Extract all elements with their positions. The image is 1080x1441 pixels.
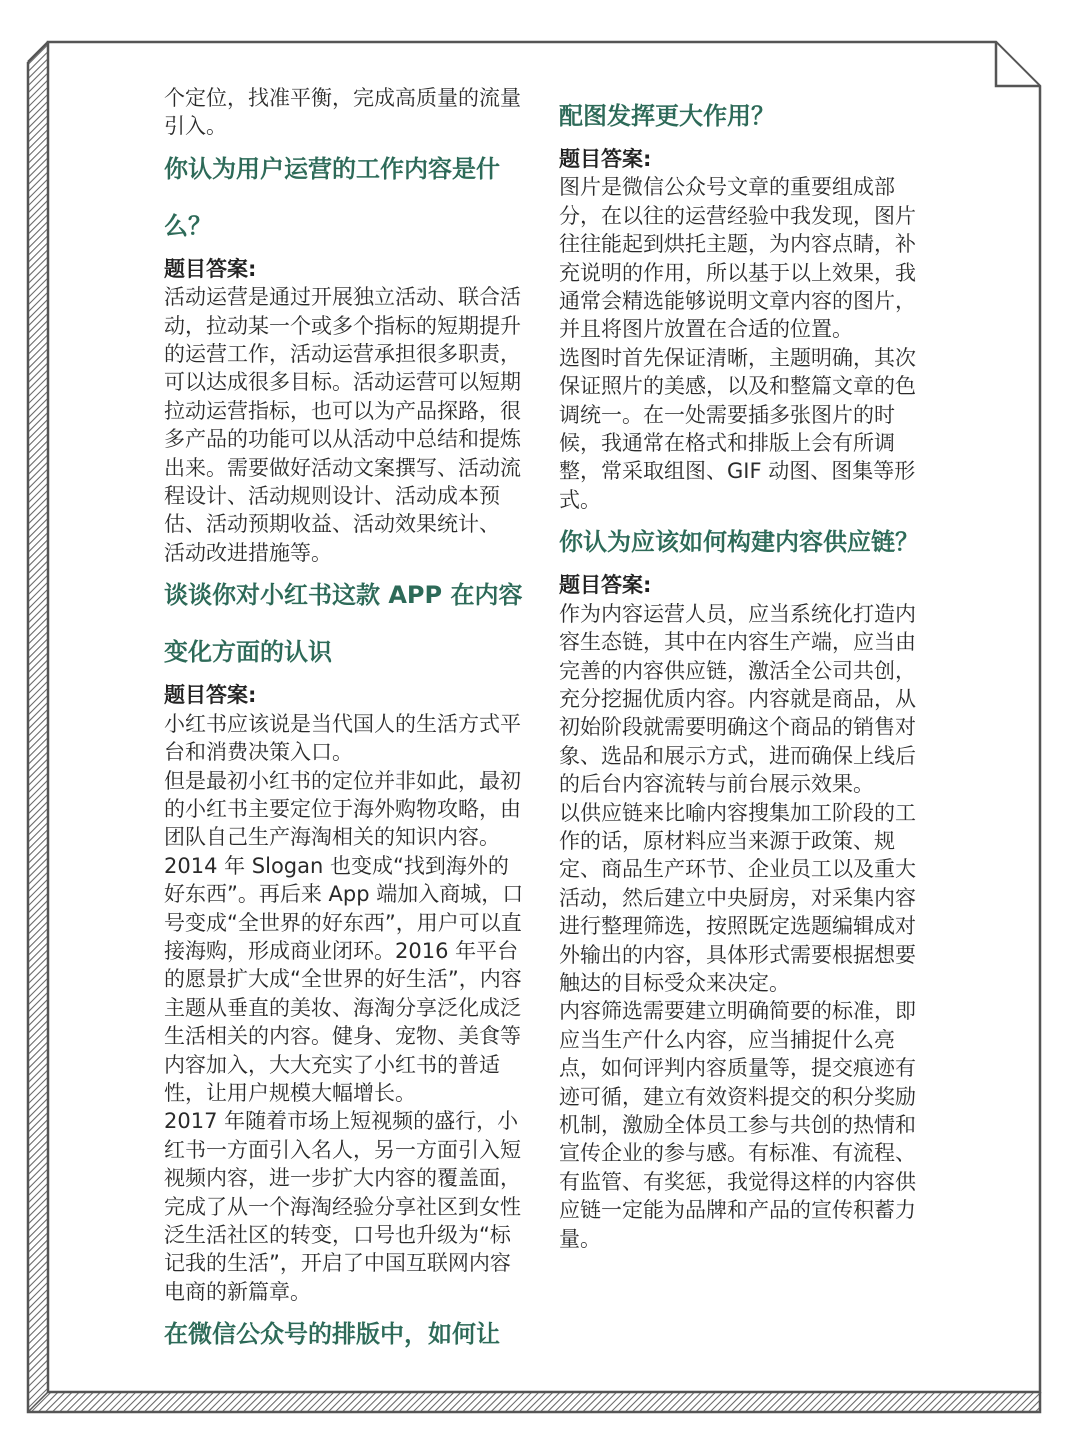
answer-label: 题目答案: (164, 256, 257, 281)
left-column (164, 84, 526, 1363)
paragraph: 但是最初小红书的定位并非如此，最初的小红书主要定位于海外购物攻略，由团队自己生产海淘相关的知识内容。2014 年 Slogan 也变成“找到海外的好东西”。再后来 App 端加入商城，口号变成“全世界的好东西”，用户可以直接海购，形成商业闭环。2016 年平台的愿景扩大成“全世界的好生活”，内容主题从垂直的美妆、海淘分享泛化成泛生活相关的内容。健身、宠物、美食等内容加入，大大充实了小红书的普适性，让用户规模大幅增长。 (164, 768, 524, 1105)
paragraph: 小红书应该说是当代国人的生活方式平台和消费决策入口。 (164, 711, 521, 765)
question-heading: 你认为应该如何构建内容供应链？ (559, 528, 919, 557)
question-heading: 配图发挥更大作用？ (559, 102, 775, 130)
right-column (559, 86, 924, 1253)
paragraph: 作为内容运营人员，应当系统化打造内容生态链，其中在内容生产端，应当由完善的内容供应链，激活全公司共创，充分挖掘优质内容。内容就是商品，从初始阶段就需要明确这个商品的销售对象、选品和展示方式，进而确保上线后的后台内容流转与前台展示效果。 (559, 601, 916, 797)
answer-label: 题目答案: (559, 147, 652, 171)
paragraph: 以供应链来比喻内容搜集加工阶段的工作的话，原材料应当来源于政策、规定、商品生产环节、企业员工以及重大活动，然后建立中央厨房，对采集内容进行整理筛选，按照既定选题编辑成对外输出的内容，具体形式需要根据想要触达的目标受众来决定。 (559, 800, 916, 995)
paragraph: 内容筛选需要建立明确简要的标准，即应当生产什么内容，应当捕捉什么亮点，如何评判内容质量等，提交痕迹有迹可循，建立有效资料提交的积分奖励机制，激励全体员工参与共创的热情和宣传企业的参与感。有标准、有流程、有监管、有奖惩，我觉得这样的内容供应链一定能为品牌和产品的宣传积蓄力量。 (559, 999, 916, 1251)
answer-label: 题目答案: (164, 683, 257, 708)
question-heading: 你认为用户运营的工作内容是什么？ (164, 154, 500, 240)
paragraph: 选图时首先保证清晰，主题明确，其次保证照片的美感，以及和整篇文章的色调统一。在一处需要插多张图片的时候，我通常在格式和排版上会有所调整，常采取组图、GIF 动图、图集等形式。 (559, 345, 916, 512)
question-heading: 在微信公众号的排版中，如何让 (164, 1320, 500, 1349)
paragraph: 2017 年随着市场上短视频的盛行，小红书一方面引入名人，另一方面引入短视频内容，进一步扩大内容的覆盖面，完成了从一个海淘经验分享社区到女性泛生活社区的转变，口号也升级为“标记我的生活”，开启了中国互联网内容电商的新篇章。 (164, 1109, 521, 1304)
paragraph: 图片是微信公众号文章的重要组成部分，在以往的运营经验中我发现，图片往往能起到烘托主题，为内容点睛，补充说明的作用，所以基于以上效果，我通常会精选能够说明文章内容的图片，并且将图片放置在合适的位置。 (559, 175, 916, 342)
question-heading: 谈谈你对小红书这款 APP 在内容变化方面的认识 (164, 581, 523, 667)
paragraph: 个定位，找准平衡，完成高质量的流量引入。 (164, 86, 521, 139)
paragraph: 活动运营是通过开展独立活动、联合活动，拉动某一个或多个指标的短期提升的运营工作，活动运营承担很多职责，可以达成很多目标。活动运营可以短期拉动运营指标，也可以为产品探路，很多产品的功能可以从活动中总结和提炼出来。需要做好活动文案撰写、活动流程设计、活动规则设计、活动成本预估、活动预期收益、活动效果统计、 活动改进措施等。 (164, 285, 521, 565)
answer-label: 题目答案: (559, 573, 652, 598)
